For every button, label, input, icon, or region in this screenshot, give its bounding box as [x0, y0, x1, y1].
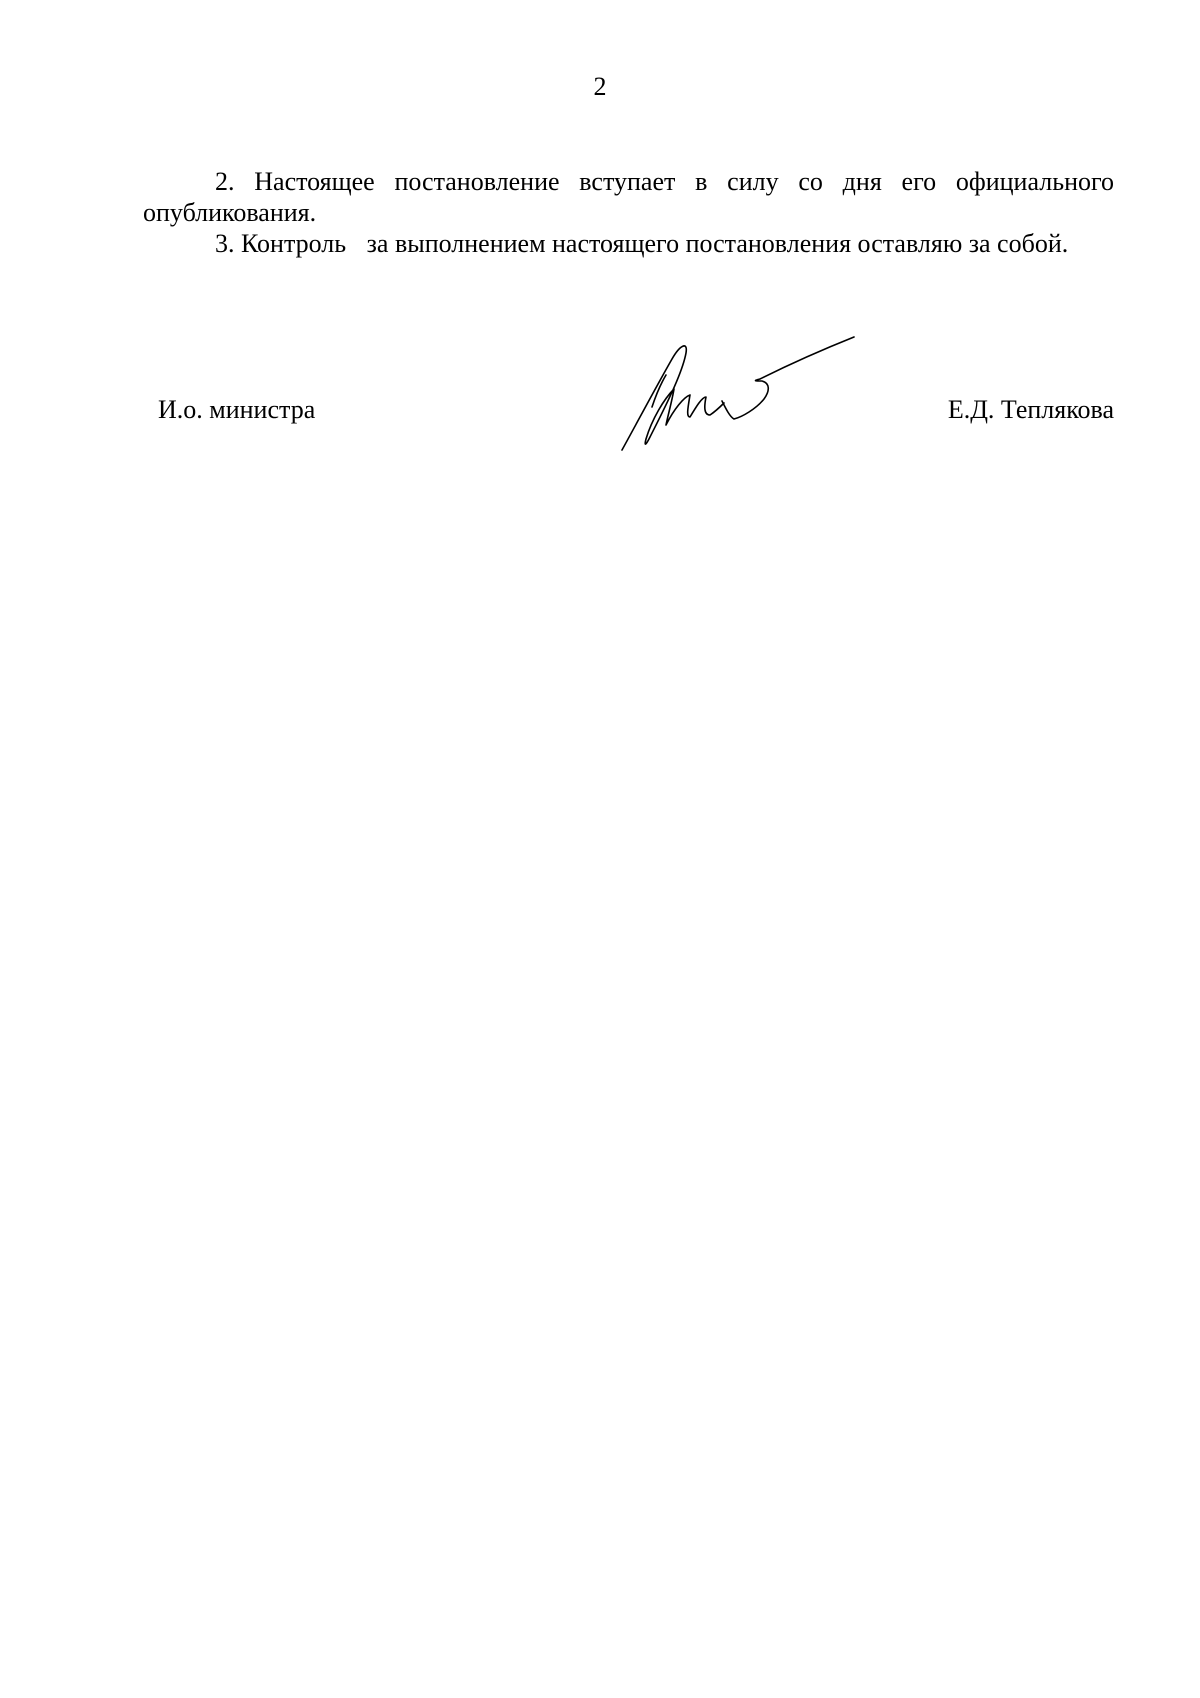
signatory-position: И.о. министра	[158, 395, 316, 424]
document-body	[143, 166, 1114, 259]
signature-block	[0, 390, 1200, 430]
paragraph-control-rest: за выполнением настоящего постановления оставляю за собой.	[366, 229, 1069, 258]
paragraph-control	[143, 228, 1114, 259]
paragraph-control-lead: 3. Контроль	[215, 229, 347, 258]
signature-stroke-flourish	[722, 337, 854, 419]
signatory-name: Е.Д. Теплякова	[947, 395, 1114, 424]
page-number: 2	[593, 72, 607, 101]
signature-stroke-main	[622, 346, 724, 450]
handwritten-signature	[616, 335, 868, 455]
paragraph-entry-into-force: 2. Настоящее постановление вступает в силу со дня его официального опубликования.	[143, 167, 1114, 227]
